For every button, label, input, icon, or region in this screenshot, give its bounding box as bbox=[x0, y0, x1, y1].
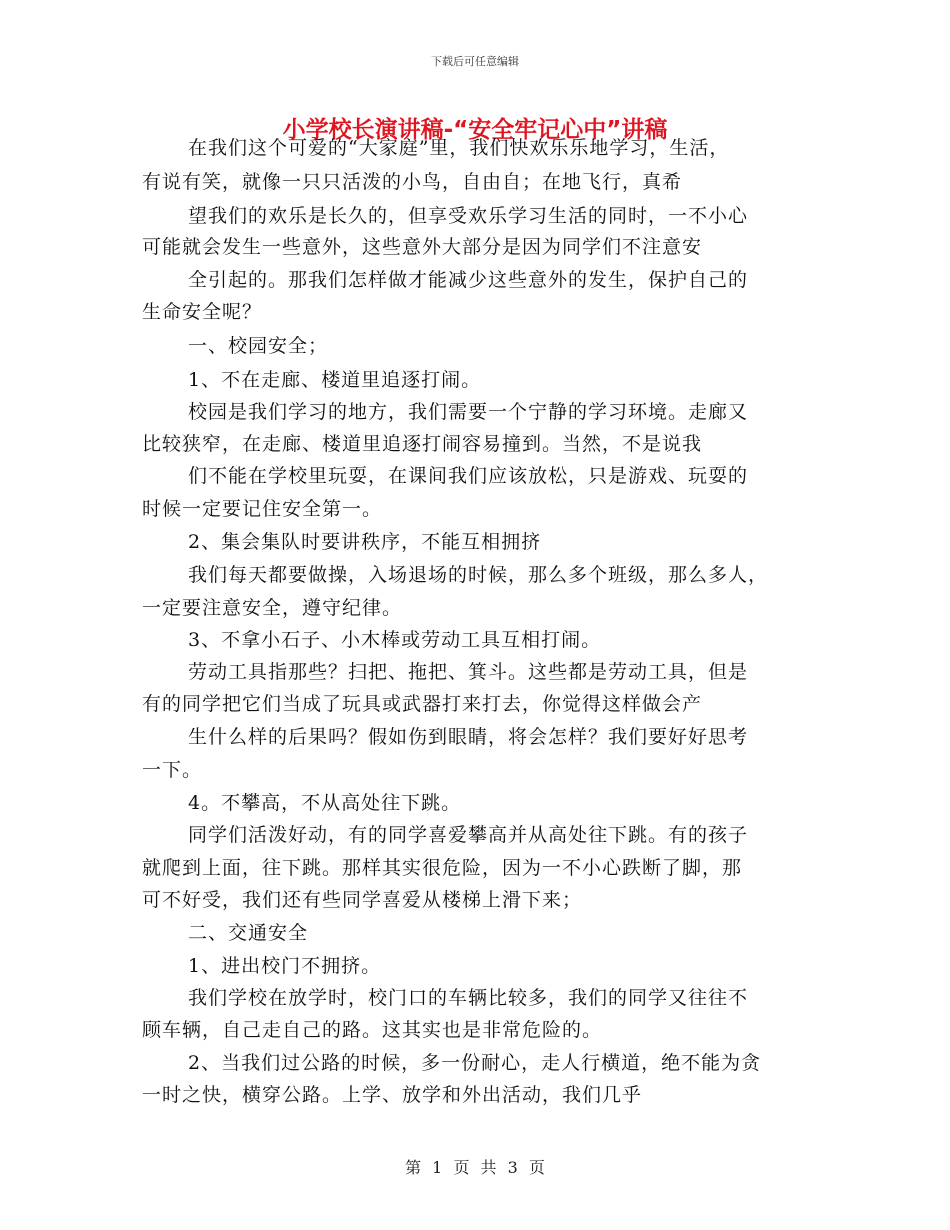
body-line: 可不好受，我们还有些同学喜爱从楼梯上滑下来； bbox=[142, 889, 583, 911]
body-line: 生什么样的后果吗？假如伤到眼睛，将会怎样？我们要好好思考 bbox=[188, 726, 749, 748]
body-line: 全引起的。那我们怎样做才能减少这些意外的发生，保护自己的 bbox=[188, 269, 749, 291]
body-line: 比较狭窄，在走廊、楼道里追逐打闹容易撞到。当然，不是说我 bbox=[142, 433, 703, 455]
body-line: 一下。 bbox=[142, 759, 203, 781]
body-line: 有的同学把它们当成了玩具或武器打来打去，你觉得这样做会产 bbox=[142, 693, 703, 715]
body-line: 我们每天都要做操，入场退场的时候，那么多个班级，那么多人， bbox=[188, 564, 769, 586]
body-line: 一定要注意安全，遵守纪律。 bbox=[142, 597, 403, 619]
page-header: 下载后可任意编辑 bbox=[431, 55, 519, 68]
section-heading: 一、校园安全； bbox=[188, 335, 329, 357]
body-line: 望我们的欢乐是长久的，但享受欢乐学习生活的同时，一不小心 bbox=[188, 205, 749, 227]
body-line: 有说有笑，就像一只只活泼的小鸟，自由自；在地飞行，真希 bbox=[142, 171, 683, 193]
body-line: 顾车辆，自己走自己的路。这其实也是非常危险的。 bbox=[142, 1019, 603, 1041]
item-heading: 1、不在走廊、楼道里追逐打闹。 bbox=[188, 369, 482, 391]
body-line: 我们学校在放学时，校门口的车辆比较多，我们的同学又往往不 bbox=[188, 987, 749, 1009]
body-line: 同学们活泼好动，有的同学喜爱攀高并从高处往下跳。有的孩子 bbox=[188, 824, 749, 846]
body-line: 可能就会发生一些意外，这些意外大部分是因为同学们不注意安 bbox=[142, 236, 703, 258]
body-line: 生命安全呢？ bbox=[142, 301, 263, 323]
body-line: 时候一定要记住安全第一。 bbox=[142, 498, 383, 520]
body-line: 就爬到上面，往下跳。那样其实很危险，因为一不小心跌断了脚，那 bbox=[142, 857, 743, 879]
item-heading: 2、当我们过公路的时候，多一份耐心，走人行横道，绝不能为贪 bbox=[188, 1052, 762, 1074]
item-heading: 2、集会集队时要讲秩序，不能互相拥挤 bbox=[188, 531, 542, 553]
page-footer: 第 1 页 共 3 页 bbox=[405, 1158, 545, 1177]
document-title: 小学校长演讲稿-“安全牢记心中”讲稿 bbox=[282, 117, 668, 143]
body-line: 劳动工具指那些？扫把、拖把、箕斗。这些都是劳动工具，但是 bbox=[188, 661, 749, 683]
item-heading: 3、不拿小石子、小木棒或劳动工具互相打闹。 bbox=[188, 629, 602, 651]
body-line: 校园是我们学习的地方，我们需要一个宁静的学习环境。走廊又 bbox=[188, 401, 749, 423]
item-heading: 4。不攀高，不从高处往下跳。 bbox=[188, 792, 462, 814]
body-line: 在我们这个可爱的“大家庭”里，我们快欢乐乐地学习，生活， bbox=[188, 137, 730, 159]
item-heading: 1、进出校门不拥挤。 bbox=[188, 955, 382, 977]
body-line: 一时之快，横穿公路。上学、放学和外出活动，我们几乎 bbox=[142, 1084, 643, 1106]
body-line: 们不能在学校里玩耍，在课间我们应该放松，只是游戏、玩耍的 bbox=[188, 465, 749, 487]
section-heading: 二、交通安全 bbox=[188, 922, 309, 944]
